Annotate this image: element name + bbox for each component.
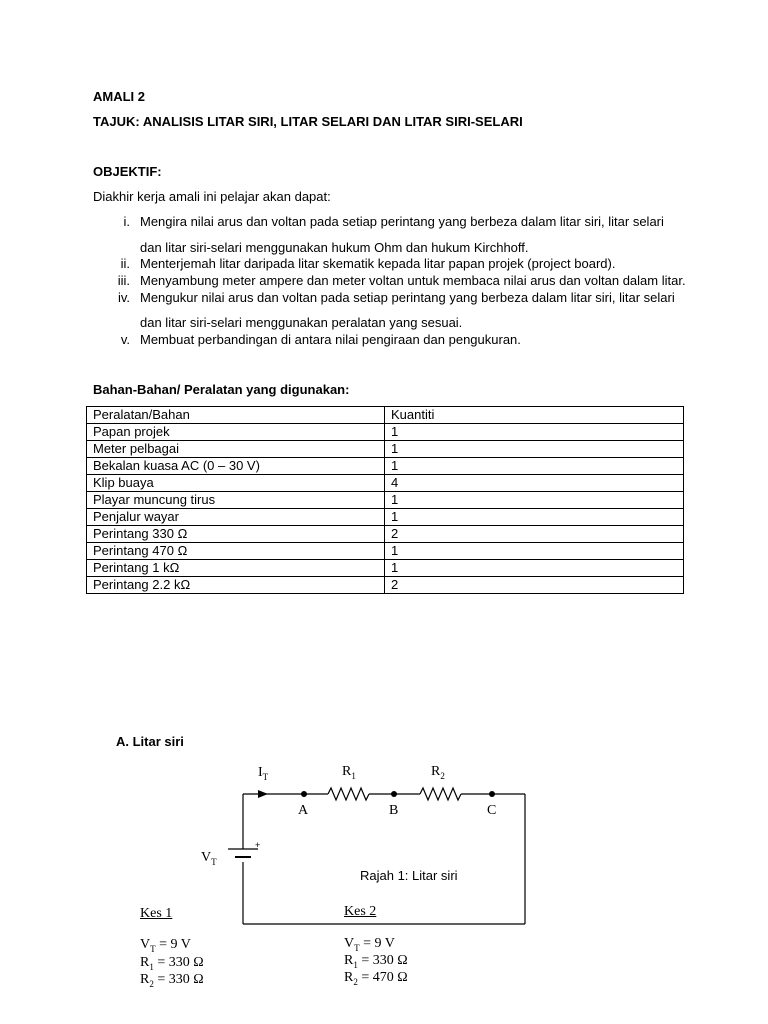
objective-item: Mengira nilai arus dan voltan pada setiap perintang yang berbeza dalam litar siri, litar selari — [140, 214, 664, 229]
objective-item: Menyambung meter ampere dan meter voltan untuk membaca nilai arus dan voltan dalam litar. — [140, 273, 686, 288]
case-1-r1: $R_1 = 330$ Ω — [140, 955, 204, 972]
objective-intro: Diakhir kerja amali ini pelajar akan dapat: — [93, 189, 331, 204]
section-a-heading: A. Litar siri — [116, 734, 184, 749]
r1-label: $R_1$ — [342, 764, 356, 781]
case-1-r2: $R_2 = 330$ Ω — [140, 972, 204, 989]
case-1-vt: $V_T = 9$ V — [140, 937, 191, 954]
node-c-dot — [489, 791, 495, 797]
materials-heading: Bahan-Bahan/ Peralatan yang digunakan: — [93, 382, 350, 397]
objective-number: iv. — [117, 290, 130, 305]
quantity-cell: 1 — [385, 424, 684, 441]
quantity-cell: 1 — [385, 509, 684, 526]
column-header-quantity: Kuantiti — [385, 407, 684, 424]
item-cell: Bekalan kuasa AC (0 – 30 V) — [87, 458, 385, 475]
current-arrow-icon — [258, 790, 268, 798]
lab-number: AMALI 2 — [93, 89, 145, 104]
node-a-label: A — [298, 803, 309, 818]
objective-item-continued: dan litar siri-selari menggunakan hukum Ohm dan hukum Kirchhoff. — [140, 240, 529, 255]
quantity-cell: 1 — [385, 543, 684, 560]
item-cell: Klip buaya — [87, 475, 385, 492]
quantity-cell: 1 — [385, 560, 684, 577]
objective-number: iii. — [117, 273, 130, 288]
quantity-cell: 1 — [385, 441, 684, 458]
objective-item: Membuat perbandingan di antara nilai pengiraan dan pengukuran. — [140, 332, 521, 347]
objective-item-continued: dan litar siri-selari menggunakan peralatan yang sesuai. — [140, 315, 463, 330]
quantity-cell: 2 — [385, 526, 684, 543]
case-2-r2: $R_2 = 470$ Ω — [344, 970, 408, 987]
item-cell: Playar muncung tirus — [87, 492, 385, 509]
lab-title: TAJUK: ANALISIS LITAR SIRI, LITAR SELARI DAN LITAR SIRI-SELARI — [93, 114, 523, 129]
objective-number: v. — [120, 332, 130, 347]
objective-heading: OBJEKTIF: — [93, 164, 162, 179]
figure-caption: Rajah 1: Litar siri — [360, 868, 458, 883]
item-cell: Perintang 1 kΩ — [87, 560, 385, 577]
quantity-cell: 1 — [385, 492, 684, 509]
node-b-label: B — [389, 803, 399, 818]
case-1-title: Kes 1 — [140, 906, 173, 921]
item-cell: Perintang 2.2 kΩ — [87, 577, 385, 594]
item-cell: Perintang 470 Ω — [87, 543, 385, 560]
case-2-vt: $V_T = 9$ V — [344, 936, 395, 953]
case-2-title: Kes 2 — [344, 904, 377, 919]
objective-item: Menterjemah litar daripada litar skematik kepada litar papan projek (project board). — [140, 256, 616, 271]
resistor-r2-symbol — [420, 788, 461, 800]
quantity-cell: 4 — [385, 475, 684, 492]
column-header-item: Peralatan/Bahan — [87, 407, 385, 424]
node-a-dot — [301, 791, 307, 797]
objective-number: ii. — [120, 256, 130, 271]
battery-plus-sign: + — [255, 840, 261, 850]
r2-label: $R_2$ — [431, 764, 445, 781]
current-label: $I_T$ — [258, 765, 269, 782]
node-c-label: C — [487, 803, 497, 818]
item-cell: Papan projek — [87, 424, 385, 441]
item-cell: Perintang 330 Ω — [87, 526, 385, 543]
item-cell: Meter pelbagai — [87, 441, 385, 458]
quantity-cell: 1 — [385, 458, 684, 475]
case-2-r1: $R_1 = 330$ Ω — [344, 953, 408, 970]
source-voltage-label: $V_T$ — [201, 850, 217, 867]
quantity-cell: 2 — [385, 577, 684, 594]
resistor-r1-symbol — [328, 788, 369, 800]
objective-number: i. — [123, 214, 130, 229]
objective-item: Mengukur nilai arus dan voltan pada setiap perintang yang berbeza dalam litar siri, litar selari — [140, 290, 675, 305]
node-b-dot — [391, 791, 397, 797]
item-cell: Penjalur wayar — [87, 509, 385, 526]
